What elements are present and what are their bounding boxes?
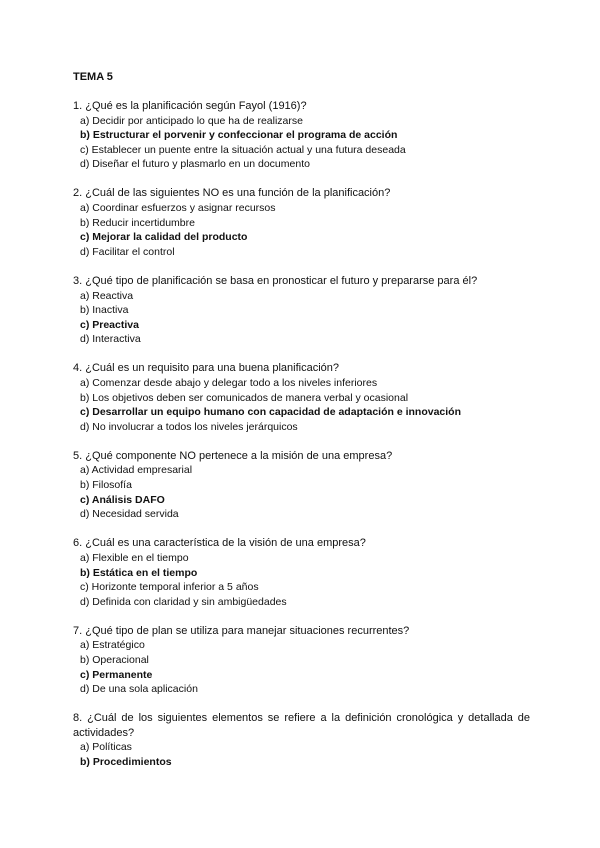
page-title: TEMA 5 [73,71,113,83]
question-text: 3. ¿Qué tipo de planificación se basa en pronosticar el futuro y prepararse para él? [73,274,478,287]
question-block [73,711,530,769]
question-block [73,624,530,697]
answer-option: b) Los objetivos deben ser comunicados de manera verbal y ocasional [80,391,409,404]
answer-option: d) No involucrar a todos los niveles jerárquicos [80,420,298,433]
question-text: 7. ¿Qué tipo de plan se utiliza para manejar situaciones recurrentes? [73,624,410,637]
answer-option: b) Reducir incertidumbre [80,216,195,229]
answer-option-correct: c) Preactiva [80,318,139,331]
answer-option: d) De una sola aplicación [80,683,198,696]
answer-option: a) Políticas [80,741,132,754]
question-block [73,361,530,434]
answer-option: d) Diseñar el futuro y plasmarlo en un documento [80,158,310,171]
question-text: 2. ¿Cuál de las siguientes NO es una función de la planificación? [73,187,391,200]
question-text: 6. ¿Cuál es una característica de la visión de una empresa? [73,537,366,550]
answer-option: b) Filosofía [80,479,132,492]
question-block [73,186,530,259]
answer-option: d) Necesidad servida [80,508,179,521]
answer-option: d) Facilitar el control [80,245,175,258]
question-block [73,274,530,347]
question-block [73,536,530,609]
answer-option: a) Reactiva [80,289,134,302]
answer-option: c) Horizonte temporal inferior a 5 años [80,581,259,594]
question-text: 8. ¿Cuál de los siguientes elementos se refiere a la definición cronológica y detallada de actividades? [73,712,530,739]
answer-option: a) Estratégico [80,639,145,652]
answer-option-correct: c) Mejorar la calidad del producto [80,231,248,244]
answer-option-correct: b) Estructurar el porvenir y confeccionar el programa de acción [80,129,398,142]
answer-option: a) Flexible en el tiempo [80,551,189,564]
answer-option: a) Decidir por anticipado lo que ha de realizarse [80,114,303,127]
answer-option: d) Interactiva [80,333,141,346]
question-block [73,99,530,172]
answer-option-correct: b) Estática en el tiempo [80,566,198,579]
question-text: 5. ¿Qué componente NO pertenece a la misión de una empresa? [73,449,393,462]
question-list [73,99,530,784]
question-text: 4. ¿Cuál es un requisito para una buena planificación? [73,362,340,375]
answer-option-correct: c) Permanente [80,668,153,681]
answer-option: c) Establecer un puente entre la situación actual y una futura deseada [80,143,406,156]
answer-option: a) Actividad empresarial [80,464,193,477]
answer-option-correct: b) Procedimientos [80,756,172,769]
answer-option-correct: c) Desarrollar un equipo humano con capacidad de adaptación e innovación [80,406,461,419]
answer-option: b) Inactiva [80,304,129,317]
answer-option: a) Comenzar desde abajo y delegar todo a los niveles inferiores [80,377,378,389]
answer-option-correct: c) Análisis DAFO [80,493,165,506]
answer-option: d) Definida con claridad y sin ambigüedades [80,595,287,608]
answer-option: b) Operacional [80,654,149,666]
question-text: 1. ¿Qué es la planificación según Fayol (1916)? [73,100,307,112]
question-block [73,449,530,522]
answer-option: a) Coordinar esfuerzos y asignar recursos [80,202,276,215]
